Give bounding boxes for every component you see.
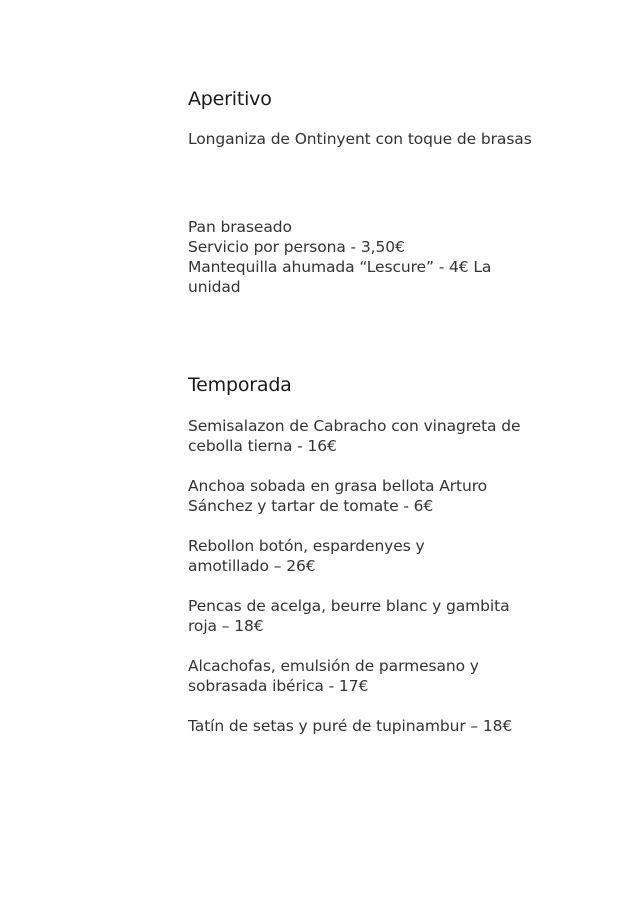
menu-item-cabracho-line-2: cebolla tierna - 16€ bbox=[188, 437, 337, 455]
menu-item-tatin: Tatín de setas y puré de tupinambur – 18€ bbox=[188, 717, 513, 735]
menu-item-cabracho-line-1: Semisalazon de Cabracho con vinagreta de bbox=[188, 417, 521, 435]
menu-item-pencas-line-2: roja – 18€ bbox=[188, 617, 264, 635]
menu-item-rebollon-line-1: Rebollon botón, espardenyes y bbox=[188, 537, 425, 555]
menu-item-anchoa-line-1: Anchoa sobada en grasa bellota Arturo bbox=[188, 477, 488, 495]
menu-item-alcachofas-line-2: sobrasada ibérica - 17€ bbox=[188, 677, 369, 695]
menu-item-anchoa-line-2: Sánchez y tartar de tomate - 6€ bbox=[188, 497, 434, 515]
section-title-temporada: Temporada bbox=[188, 374, 292, 396]
pan-line-3: Mantequilla ahumada “Lescure” - 4€ La bbox=[188, 258, 492, 276]
pan-line-2: Servicio por persona - 3,50€ bbox=[188, 238, 405, 256]
menu-item-pencas-line-1: Pencas de acelga, beurre blanc y gambita bbox=[188, 597, 510, 615]
menu-item-alcachofas-line-1: Alcachofas, emulsión de parmesano y bbox=[188, 657, 479, 675]
section-title-aperitivo: Aperitivo bbox=[188, 88, 272, 110]
pan-line-1: Pan braseado bbox=[188, 218, 292, 236]
pan-line-4: unidad bbox=[188, 278, 241, 296]
menu-item-longaniza: Longaniza de Ontinyent con toque de brasas bbox=[188, 130, 532, 148]
menu-item-rebollon-line-2: amotillado – 26€ bbox=[188, 557, 316, 575]
